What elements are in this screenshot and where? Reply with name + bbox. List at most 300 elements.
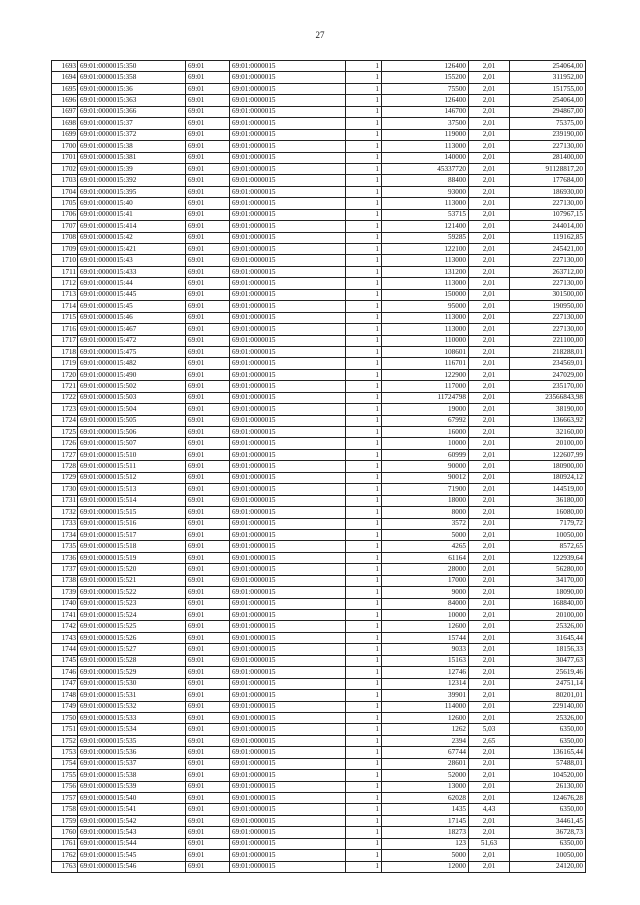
area-cell: 155200 [382,72,469,83]
district-code-cell: 69:01 [186,438,230,449]
count-cell: 1 [346,655,382,666]
specific-value-cell: 2,01 [469,678,510,689]
area-cell: 95000 [382,301,469,312]
area-cell: 16000 [382,427,469,438]
cadastral-number-cell: 69:01:0000015:515 [78,507,186,518]
area-cell: 12314 [382,678,469,689]
area-cell: 13000 [382,781,469,792]
quarter-number-cell: 69:01:0000015 [230,472,346,483]
count-cell: 1 [346,690,382,701]
district-code-cell: 69:01 [186,175,230,186]
count-cell: 1 [346,106,382,117]
table-row [52,381,586,392]
quarter-number-cell: 69:01:0000015 [230,678,346,689]
table-row [52,461,586,472]
specific-value-cell: 2,01 [469,655,510,666]
count-cell: 1 [346,815,382,826]
quarter-number-cell: 69:01:0000015 [230,95,346,106]
area-cell: 84000 [382,598,469,609]
area-cell: 59285 [382,232,469,243]
cadastral-value-cell: 218288,01 [510,346,586,357]
table-row [52,484,586,495]
specific-value-cell: 2,01 [469,72,510,83]
count-cell: 1 [346,209,382,220]
specific-value-cell: 2,01 [469,61,510,72]
cadastral-number-cell: 69:01:0000015:381 [78,152,186,163]
count-cell: 1 [346,358,382,369]
quarter-number-cell: 69:01:0000015 [230,427,346,438]
cadastral-number-cell: 69:01:0000015:392 [78,175,186,186]
cadastral-number-cell: 69:01:0000015:517 [78,529,186,540]
quarter-number-cell: 69:01:0000015 [230,255,346,266]
count-cell: 1 [346,667,382,678]
quarter-number-cell: 69:01:0000015 [230,209,346,220]
district-code-cell: 69:01 [186,255,230,266]
district-code-cell: 69:01 [186,564,230,575]
table-row [52,850,586,861]
quarter-number-cell: 69:01:0000015 [230,781,346,792]
specific-value-cell: 2,01 [469,529,510,540]
row-number-cell: 1747 [52,678,78,689]
district-code-cell: 69:01 [186,770,230,781]
cadastral-value-cell: 227130,00 [510,141,586,152]
specific-value-cell: 4,43 [469,804,510,815]
specific-value-cell: 2,01 [469,335,510,346]
cadastral-value-cell: 30477,63 [510,655,586,666]
cadastral-number-cell: 69:01:0000015:37 [78,118,186,129]
cadastral-value-cell: 136165,44 [510,747,586,758]
count-cell: 1 [346,758,382,769]
cadastral-number-cell: 69:01:0000015:514 [78,495,186,506]
quarter-number-cell: 69:01:0000015 [230,392,346,403]
quarter-number-cell: 69:01:0000015 [230,770,346,781]
district-code-cell: 69:01 [186,815,230,826]
quarter-number-cell: 69:01:0000015 [230,266,346,277]
district-code-cell: 69:01 [186,427,230,438]
cadastral-value-cell: 136663,92 [510,415,586,426]
quarter-number-cell: 69:01:0000015 [230,793,346,804]
district-code-cell: 69:01 [186,381,230,392]
quarter-number-cell: 69:01:0000015 [230,449,346,460]
district-code-cell: 69:01 [186,95,230,106]
count-cell: 1 [346,175,382,186]
quarter-number-cell: 69:01:0000015 [230,850,346,861]
cadastral-number-cell: 69:01:0000015:526 [78,632,186,643]
cadastral-value-cell: 168840,00 [510,598,586,609]
specific-value-cell: 2,01 [469,850,510,861]
district-code-cell: 69:01 [186,232,230,243]
row-number-cell: 1708 [52,232,78,243]
table-row [52,552,586,563]
quarter-number-cell: 69:01:0000015 [230,827,346,838]
area-cell: 4265 [382,541,469,552]
district-code-cell: 69:01 [186,404,230,415]
table-row [52,518,586,529]
cadastral-number-cell: 69:01:0000015:518 [78,541,186,552]
table-row [52,690,586,701]
cadastral-value-cell: 247029,00 [510,369,586,380]
specific-value-cell: 2,01 [469,644,510,655]
count-cell: 1 [346,129,382,140]
quarter-number-cell: 69:01:0000015 [230,552,346,563]
area-cell: 90000 [382,461,469,472]
district-code-cell: 69:01 [186,141,230,152]
cadastral-number-cell: 69:01:0000015:502 [78,381,186,392]
row-number-cell: 1739 [52,587,78,598]
count-cell: 1 [346,495,382,506]
cadastral-number-cell: 69:01:0000015:528 [78,655,186,666]
count-cell: 1 [346,266,382,277]
table-row [52,712,586,723]
row-number-cell: 1721 [52,381,78,392]
quarter-number-cell: 69:01:0000015 [230,232,346,243]
count-cell: 1 [346,461,382,472]
area-cell: 62028 [382,793,469,804]
count-cell: 1 [346,518,382,529]
area-cell: 113000 [382,324,469,335]
area-cell: 18000 [382,495,469,506]
cadastral-number-cell: 69:01:0000015:513 [78,484,186,495]
quarter-number-cell: 69:01:0000015 [230,701,346,712]
specific-value-cell: 2,01 [469,770,510,781]
cadastral-value-cell: 144519,00 [510,484,586,495]
table-row [52,758,586,769]
cadastral-number-cell: 69:01:0000015:511 [78,461,186,472]
row-number-cell: 1757 [52,793,78,804]
count-cell: 1 [346,770,382,781]
row-number-cell: 1712 [52,278,78,289]
quarter-number-cell: 69:01:0000015 [230,804,346,815]
cadastral-number-cell: 69:01:0000015:543 [78,827,186,838]
row-number-cell: 1754 [52,758,78,769]
area-cell: 15744 [382,632,469,643]
district-code-cell: 69:01 [186,758,230,769]
district-code-cell: 69:01 [186,221,230,232]
table-row [52,358,586,369]
count-cell: 1 [346,118,382,129]
cadastral-number-cell: 69:01:0000015:414 [78,221,186,232]
quarter-number-cell: 69:01:0000015 [230,735,346,746]
row-number-cell: 1741 [52,610,78,621]
cadastral-value-cell: 25326,00 [510,712,586,723]
district-code-cell: 69:01 [186,484,230,495]
district-code-cell: 69:01 [186,152,230,163]
cadastral-number-cell: 69:01:0000015:541 [78,804,186,815]
row-number-cell: 1756 [52,781,78,792]
count-cell: 1 [346,255,382,266]
quarter-number-cell: 69:01:0000015 [230,815,346,826]
area-cell: 17145 [382,815,469,826]
cadastral-value-cell: 36180,00 [510,495,586,506]
cadastral-value-cell: 34461,45 [510,815,586,826]
quarter-number-cell: 69:01:0000015 [230,312,346,323]
table-row [52,655,586,666]
district-code-cell: 69:01 [186,701,230,712]
specific-value-cell: 2,01 [469,324,510,335]
row-number-cell: 1761 [52,838,78,849]
table-row [52,575,586,586]
area-cell: 119000 [382,129,469,140]
row-number-cell: 1751 [52,724,78,735]
quarter-number-cell: 69:01:0000015 [230,747,346,758]
specific-value-cell: 2,01 [469,301,510,312]
specific-value-cell: 2,01 [469,358,510,369]
cadastral-number-cell: 69:01:0000015:503 [78,392,186,403]
cadastral-number-cell: 69:01:0000015:421 [78,244,186,255]
specific-value-cell: 2,01 [469,712,510,723]
cadastral-number-cell: 69:01:0000015:527 [78,644,186,655]
table-row [52,449,586,460]
specific-value-cell: 2,01 [469,461,510,472]
area-cell: 146700 [382,106,469,117]
row-number-cell: 1753 [52,747,78,758]
specific-value-cell: 51,63 [469,838,510,849]
quarter-number-cell: 69:01:0000015 [230,61,346,72]
area-cell: 113000 [382,312,469,323]
district-code-cell: 69:01 [186,495,230,506]
row-number-cell: 1730 [52,484,78,495]
area-cell: 113000 [382,255,469,266]
specific-value-cell: 2,01 [469,118,510,129]
table-row [52,278,586,289]
row-number-cell: 1760 [52,827,78,838]
district-code-cell: 69:01 [186,186,230,197]
row-number-cell: 1752 [52,735,78,746]
area-cell: 126400 [382,95,469,106]
cadastral-number-cell: 69:01:0000015:532 [78,701,186,712]
cadastral-number-cell: 69:01:0000015:537 [78,758,186,769]
table-row [52,289,586,300]
cadastral-value-cell: 18156,33 [510,644,586,655]
district-code-cell: 69:01 [186,369,230,380]
quarter-number-cell: 69:01:0000015 [230,610,346,621]
cadastral-value-cell: 38190,00 [510,404,586,415]
page-number: 27 [315,30,325,40]
count-cell: 1 [346,392,382,403]
district-code-cell: 69:01 [186,472,230,483]
area-cell: 122900 [382,369,469,380]
table-row [52,404,586,415]
table-row [52,346,586,357]
area-cell: 28601 [382,758,469,769]
district-code-cell: 69:01 [186,735,230,746]
cadastral-number-cell: 69:01:0000015:533 [78,712,186,723]
row-number-cell: 1734 [52,529,78,540]
area-cell: 110000 [382,335,469,346]
count-cell: 1 [346,564,382,575]
district-code-cell: 69:01 [186,198,230,209]
count-cell: 1 [346,61,382,72]
quarter-number-cell: 69:01:0000015 [230,712,346,723]
cadastral-number-cell: 69:01:0000015:510 [78,449,186,460]
count-cell: 1 [346,163,382,174]
count-cell: 1 [346,507,382,518]
district-code-cell: 69:01 [186,541,230,552]
specific-value-cell: 2,01 [469,495,510,506]
table-row [52,392,586,403]
area-cell: 52000 [382,770,469,781]
cadastral-number-cell: 69:01:0000015:46 [78,312,186,323]
count-cell: 1 [346,712,382,723]
district-code-cell: 69:01 [186,747,230,758]
area-cell: 126400 [382,61,469,72]
area-cell: 90012 [382,472,469,483]
quarter-number-cell: 69:01:0000015 [230,838,346,849]
row-number-cell: 1706 [52,209,78,220]
area-cell: 113000 [382,198,469,209]
cadastral-number-cell: 69:01:0000015:358 [78,72,186,83]
row-number-cell: 1704 [52,186,78,197]
row-number-cell: 1749 [52,701,78,712]
cadastral-number-cell: 69:01:0000015:366 [78,106,186,117]
specific-value-cell: 2,01 [469,266,510,277]
area-cell: 123 [382,838,469,849]
row-number-cell: 1727 [52,449,78,460]
table-row [52,587,586,598]
quarter-number-cell: 69:01:0000015 [230,575,346,586]
cadastral-number-cell: 69:01:0000015:529 [78,667,186,678]
row-number-cell: 1695 [52,83,78,94]
quarter-number-cell: 69:01:0000015 [230,541,346,552]
table-row [52,141,586,152]
specific-value-cell: 2,01 [469,472,510,483]
row-number-cell: 1728 [52,461,78,472]
count-cell: 1 [346,324,382,335]
row-number-cell: 1719 [52,358,78,369]
row-number-cell: 1737 [52,564,78,575]
table-row [52,770,586,781]
cadastral-value-cell: 24120,00 [510,861,586,872]
cadastral-number-cell: 69:01:0000015:433 [78,266,186,277]
district-code-cell: 69:01 [186,415,230,426]
cadastral-value-cell: 107967,15 [510,209,586,220]
count-cell: 1 [346,289,382,300]
specific-value-cell: 2,01 [469,381,510,392]
area-cell: 1262 [382,724,469,735]
quarter-number-cell: 69:01:0000015 [230,141,346,152]
district-code-cell: 69:01 [186,129,230,140]
table-row [52,175,586,186]
cadastral-value-cell: 18090,00 [510,587,586,598]
district-code-cell: 69:01 [186,461,230,472]
specific-value-cell: 2,01 [469,106,510,117]
count-cell: 1 [346,529,382,540]
count-cell: 1 [346,404,382,415]
area-cell: 45337720 [382,163,469,174]
cadastral-value-cell: 234569,01 [510,358,586,369]
quarter-number-cell: 69:01:0000015 [230,529,346,540]
cadastral-value-cell: 6350,00 [510,735,586,746]
specific-value-cell: 2,01 [469,861,510,872]
district-code-cell: 69:01 [186,724,230,735]
count-cell: 1 [346,152,382,163]
district-code-cell: 69:01 [186,449,230,460]
table-row [52,610,586,621]
cadastral-value-cell: 301500,00 [510,289,586,300]
row-number-cell: 1724 [52,415,78,426]
quarter-number-cell: 69:01:0000015 [230,186,346,197]
specific-value-cell: 2,65 [469,735,510,746]
table-row [52,724,586,735]
cadastral-value-cell: 10050,00 [510,529,586,540]
area-cell: 67744 [382,747,469,758]
cadastral-number-cell: 69:01:0000015:506 [78,427,186,438]
table-row [52,301,586,312]
count-cell: 1 [346,438,382,449]
cadastral-number-cell: 69:01:0000015:363 [78,95,186,106]
cadastral-number-cell: 69:01:0000015:490 [78,369,186,380]
specific-value-cell: 2,01 [469,392,510,403]
cadastral-number-cell: 69:01:0000015:542 [78,815,186,826]
cadastral-number-cell: 69:01:0000015:504 [78,404,186,415]
specific-value-cell: 2,01 [469,129,510,140]
specific-value-cell: 2,01 [469,438,510,449]
specific-value-cell: 2,01 [469,175,510,186]
table-row [52,747,586,758]
row-number-cell: 1726 [52,438,78,449]
row-number-cell: 1707 [52,221,78,232]
row-number-cell: 1703 [52,175,78,186]
area-cell: 1435 [382,804,469,815]
cadastral-value-cell: 32160,00 [510,427,586,438]
row-number-cell: 1701 [52,152,78,163]
cadastral-number-cell: 69:01:0000015:445 [78,289,186,300]
specific-value-cell: 2,01 [469,564,510,575]
specific-value-cell: 2,01 [469,747,510,758]
count-cell: 1 [346,804,382,815]
quarter-number-cell: 69:01:0000015 [230,301,346,312]
area-cell: 10000 [382,610,469,621]
cadastral-number-cell: 69:01:0000015:45 [78,301,186,312]
row-number-cell: 1702 [52,163,78,174]
cadastral-value-cell: 244014,00 [510,221,586,232]
quarter-number-cell: 69:01:0000015 [230,495,346,506]
cadastral-value-cell: 104520,00 [510,770,586,781]
area-cell: 75500 [382,83,469,94]
district-code-cell: 69:01 [186,106,230,117]
count-cell: 1 [346,221,382,232]
row-number-cell: 1740 [52,598,78,609]
district-code-cell: 69:01 [186,838,230,849]
area-cell: 19000 [382,404,469,415]
row-number-cell: 1714 [52,301,78,312]
quarter-number-cell: 69:01:0000015 [230,335,346,346]
row-number-cell: 1705 [52,198,78,209]
cadastral-value-cell: 24751,14 [510,678,586,689]
quarter-number-cell: 69:01:0000015 [230,758,346,769]
cadastral-number-cell: 69:01:0000015:36 [78,83,186,94]
district-code-cell: 69:01 [186,575,230,586]
area-cell: 113000 [382,278,469,289]
cadastral-number-cell: 69:01:0000015:546 [78,861,186,872]
row-number-cell: 1698 [52,118,78,129]
cadastral-number-cell: 69:01:0000015:372 [78,129,186,140]
area-cell: 2394 [382,735,469,746]
cadastral-value-cell: 36728,73 [510,827,586,838]
count-cell: 1 [346,610,382,621]
specific-value-cell: 2,01 [469,781,510,792]
count-cell: 1 [346,83,382,94]
district-code-cell: 69:01 [186,61,230,72]
quarter-number-cell: 69:01:0000015 [230,278,346,289]
row-number-cell: 1759 [52,815,78,826]
specific-value-cell: 2,01 [469,369,510,380]
cadastral-value-cell: 23566843,98 [510,392,586,403]
district-code-cell: 69:01 [186,507,230,518]
table-row [52,427,586,438]
specific-value-cell: 2,01 [469,518,510,529]
district-code-cell: 69:01 [186,712,230,723]
